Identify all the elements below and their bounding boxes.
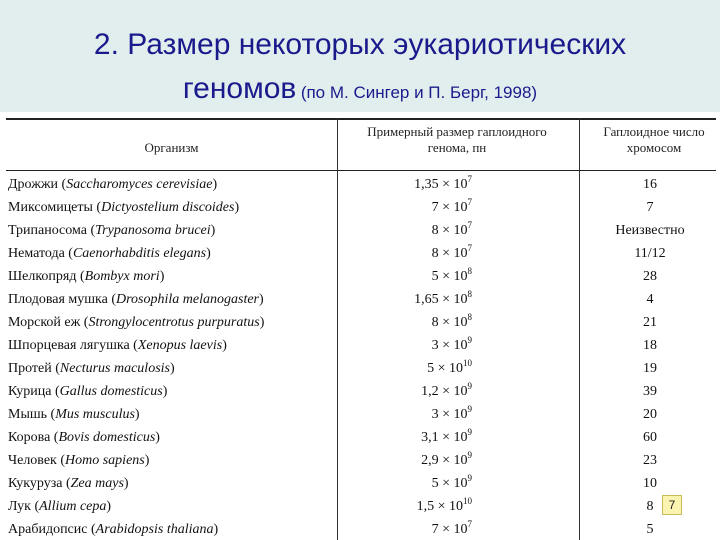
organism-cell: Мышь (Mus musculus) xyxy=(8,407,140,422)
chromosome-count-cell: 7 xyxy=(646,200,654,215)
table-row xyxy=(6,197,716,220)
genome-size-cell: $8 \times 10^8$ xyxy=(431,312,472,330)
genome-size-cell: $3 \times 10^9$ xyxy=(431,335,472,353)
table-row xyxy=(6,312,716,335)
genome-table xyxy=(6,118,716,540)
table-row xyxy=(6,450,716,473)
title-banner xyxy=(0,0,720,112)
table-row xyxy=(6,266,716,289)
chromosome-count-cell: Неизвестно xyxy=(615,223,685,238)
chromosome-count-cell: 8 xyxy=(646,499,654,514)
table-row xyxy=(6,404,716,427)
genome-size-cell: $1,2 \times 10^9$ xyxy=(421,381,472,399)
chromosome-count-cell: 28 xyxy=(643,269,657,284)
chromosome-count-cell: 11/12 xyxy=(634,246,666,261)
chromosome-count-cell: 21 xyxy=(643,315,657,330)
table-header-rule xyxy=(6,170,716,171)
chromosome-count-cell: 18 xyxy=(643,338,657,353)
table-row xyxy=(6,519,716,540)
genome-size-cell: $5 \times 10^{10}$ xyxy=(427,358,472,376)
genome-size-cell: $3 \times 10^9$ xyxy=(431,404,472,422)
chromosome-count-cell: 60 xyxy=(643,430,657,445)
organism-cell: Морской еж (Strongylocentrotus purpuratus) xyxy=(8,315,265,330)
genome-size-cell: $1,35 \times 10^7$ xyxy=(414,174,472,192)
genome-size-cell: $8 \times 10^7$ xyxy=(431,243,472,261)
genome-size-cell: $7 \times 10^7$ xyxy=(431,519,472,537)
header-chromosomes: Гаплоидное число хромосом xyxy=(603,124,705,155)
organism-cell: Нематода (Caenorhabditis elegans) xyxy=(8,246,211,261)
genome-size-cell: $3,1 \times 10^9$ xyxy=(421,427,472,445)
page-title-line2 xyxy=(0,72,720,106)
genome-size-cell: $1,65 \times 10^8$ xyxy=(414,289,472,307)
organism-cell: Шелкопряд (Bombyx mori) xyxy=(8,269,165,284)
table-row xyxy=(6,174,716,197)
table-row xyxy=(6,427,716,450)
table-row xyxy=(6,243,716,266)
header-organism: Организм xyxy=(144,140,199,155)
table-row xyxy=(6,358,716,381)
chromosome-count-cell: 39 xyxy=(643,384,657,399)
chromosome-count-cell: 4 xyxy=(646,292,654,307)
chromosome-count-cell: 23 xyxy=(643,453,657,468)
organism-cell: Кукуруза (Zea mays) xyxy=(8,476,129,491)
page-title-line1: 2. Размер некоторых эукариотических xyxy=(93,28,627,61)
organism-cell: Лук (Allium cepa) xyxy=(8,499,112,514)
chromosome-count-cell: 19 xyxy=(643,361,657,376)
chromosome-count-cell: 10 xyxy=(643,476,657,491)
chromosome-count-cell: 20 xyxy=(643,407,657,422)
table-row xyxy=(6,289,716,312)
table-row xyxy=(6,220,716,243)
sticky-note[interactable]: 7 xyxy=(662,495,682,515)
genome-size-cell: $7 \times 10^7$ xyxy=(431,197,472,215)
table-row xyxy=(6,381,716,404)
genome-size-cell: $5 \times 10^9$ xyxy=(431,473,472,491)
table-row xyxy=(6,496,716,519)
genome-size-cell: $2,9 \times 10^9$ xyxy=(421,450,472,468)
genome-size-cell: $1,5 \times 10^{10}$ xyxy=(416,496,472,514)
organism-cell: Корова (Bovis domesticus) xyxy=(8,430,160,445)
table-top-rule xyxy=(6,118,716,120)
organism-cell: Шпорцевая лягушка (Xenopus laevis) xyxy=(8,338,227,353)
organism-cell: Миксомицеты (Dictyostelium discoides) xyxy=(8,200,240,215)
page-title-source: (по М. Сингер и П. Берг, 1998) xyxy=(300,83,538,102)
genome-size-cell: $5 \times 10^8$ xyxy=(431,266,472,284)
chromosome-count-cell: 16 xyxy=(643,177,657,192)
page-title-genomes: геномов xyxy=(182,72,297,105)
organism-cell: Человек (Homo sapiens) xyxy=(8,453,150,468)
organism-cell: Плодовая мушка (Drosophila melanogaster) xyxy=(8,292,264,307)
organism-cell: Протей (Necturus maculosis) xyxy=(8,361,175,376)
header-genome-size: Примерный размер гаплоидного генома, пн xyxy=(367,124,547,155)
table-row xyxy=(6,335,716,358)
organism-cell: Дрожжи (Saccharomyces cerevisiae) xyxy=(8,177,218,192)
organism-cell: Арабидопсис (Arabidopsis thaliana) xyxy=(8,522,219,537)
chromosome-count-cell: 5 xyxy=(646,522,654,537)
organism-cell: Курица (Gallus domesticus) xyxy=(8,384,168,399)
organism-cell: Трипаносома (Trypanosoma brucei) xyxy=(8,223,216,238)
table-row xyxy=(6,473,716,496)
genome-size-cell: $8 \times 10^7$ xyxy=(431,220,472,238)
